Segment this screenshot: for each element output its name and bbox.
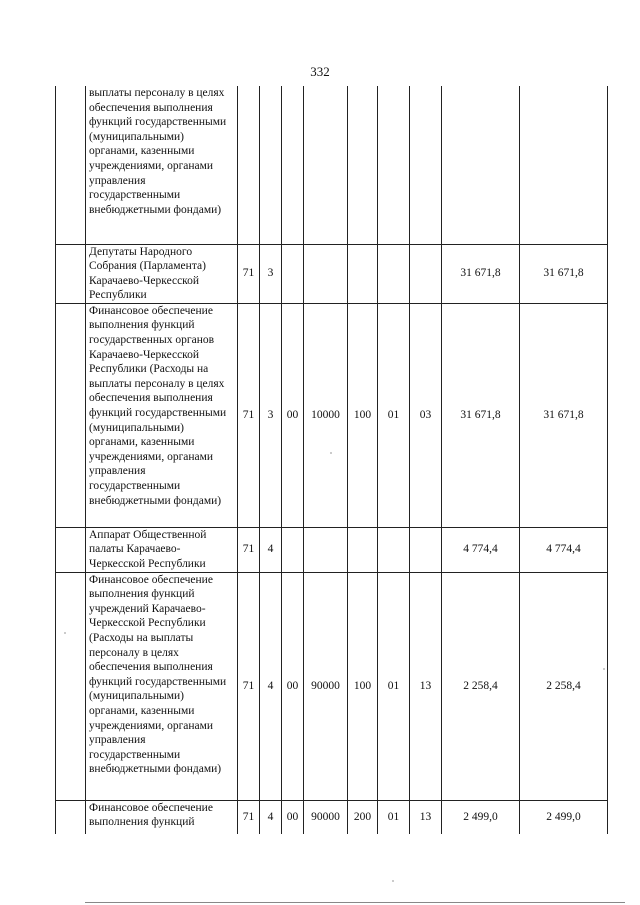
code-cell-c1: 71 [238,572,260,800]
code-cell-c5: 100 [348,572,378,800]
blank-cell [56,303,86,527]
amount-cell-sum2: 31 671,8 [520,303,608,527]
code-cell-c7: 03 [410,303,442,527]
item-name-cell: Депутаты Народного Собрания (Парламента) Карачаево-Черкесской Республики [86,244,238,303]
table-row [56,572,608,800]
code-cell-c4: 90000 [304,572,348,800]
amount-cell-sum2: 31 671,8 [520,244,608,303]
code-cell-c5: 100 [348,303,378,527]
code-cell-c6: 01 [378,800,410,834]
code-cell-c2: 4 [260,572,282,800]
scan-speck [330,452,332,454]
code-cell-c7: 13 [410,800,442,834]
item-name-cell: Аппарат Общественной палаты Карачаево-Черкесской Республики [86,527,238,572]
code-cell-c4: 10000 [304,303,348,527]
code-cell-c6: 01 [378,303,410,527]
code-cell-c3 [282,86,304,244]
code-cell-c1: 71 [238,244,260,303]
table-row [56,800,608,834]
code-cell-c2: 3 [260,303,282,527]
code-cell-c7 [410,244,442,303]
item-name-cell: Финансовое обеспечение выполнения функций [86,800,238,834]
blank-cell [56,86,86,244]
code-cell-c3 [282,244,304,303]
code-cell-c3 [282,527,304,572]
code-cell-c5 [348,244,378,303]
code-cell-c6 [378,527,410,572]
code-cell-c6 [378,244,410,303]
amount-cell-sum1 [442,86,520,244]
code-cell-c2: 3 [260,244,282,303]
table-row [56,244,608,303]
table-row [56,303,608,527]
table-row [56,527,608,572]
scan-speck [603,668,605,670]
amount-cell-sum2 [520,86,608,244]
scan-speck [392,880,394,882]
code-cell-c1: 71 [238,527,260,572]
item-name-cell: выплаты персоналу в целях обеспечения выполнения функций государственными (муниципальными) органами, казенными учреждениями, органами управления государственными внебюджетными фондами) [86,86,238,244]
amount-cell-sum1: 31 671,8 [442,303,520,527]
code-cell-c6 [378,86,410,244]
code-cell-c5 [348,86,378,244]
code-cell-c2 [260,86,282,244]
code-cell-c3: 00 [282,800,304,834]
blank-cell [56,527,86,572]
amount-cell-sum2: 4 774,4 [520,527,608,572]
budget-table [55,86,608,834]
code-cell-c4 [304,86,348,244]
code-cell-c7 [410,86,442,244]
code-cell-c3: 00 [282,572,304,800]
code-cell-c7 [410,527,442,572]
code-cell-c4: 90000 [304,800,348,834]
code-cell-c4 [304,527,348,572]
page-number: 332 [310,64,330,79]
amount-cell-sum1: 2 258,4 [442,572,520,800]
code-cell-c5: 200 [348,800,378,834]
code-cell-c1: 71 [238,303,260,527]
code-cell-c6: 01 [378,572,410,800]
amount-cell-sum1: 31 671,8 [442,244,520,303]
table-row [56,86,608,244]
code-cell-c2: 4 [260,527,282,572]
code-cell-c2: 4 [260,800,282,834]
code-cell-c3: 00 [282,303,304,527]
code-cell-c1 [238,86,260,244]
item-name-cell: Финансовое обеспечение выполнения функций учреждений Карачаево-Черкесской Республики (Расходы на выплаты персоналу в целях обеспечения выполнения функций государственными (муниципальными) органами, казенными учреждениями, органами управления государственными внебюджетными фондами) [86,572,238,800]
amount-cell-sum1: 2 499,0 [442,800,520,834]
amount-cell-sum2: 2 258,4 [520,572,608,800]
item-name-cell: Финансовое обеспечение выполнения функций государственных органов Карачаево-Черкесской Республики (Расходы на выплаты персоналу в целях обеспечения выполнения функций государственными (муниципальными) органами, казенными учреждениями, органами управления государственными внебюджетными фондами) [86,303,238,527]
code-cell-c1: 71 [238,800,260,834]
scan-speck [64,632,66,634]
amount-cell-sum1: 4 774,4 [442,527,520,572]
blank-cell [56,800,86,834]
blank-cell [56,244,86,303]
code-cell-c4 [304,244,348,303]
blank-cell [56,572,86,800]
code-cell-c7: 13 [410,572,442,800]
bottom-rule [85,902,625,903]
code-cell-c5 [348,527,378,572]
amount-cell-sum2: 2 499,0 [520,800,608,834]
